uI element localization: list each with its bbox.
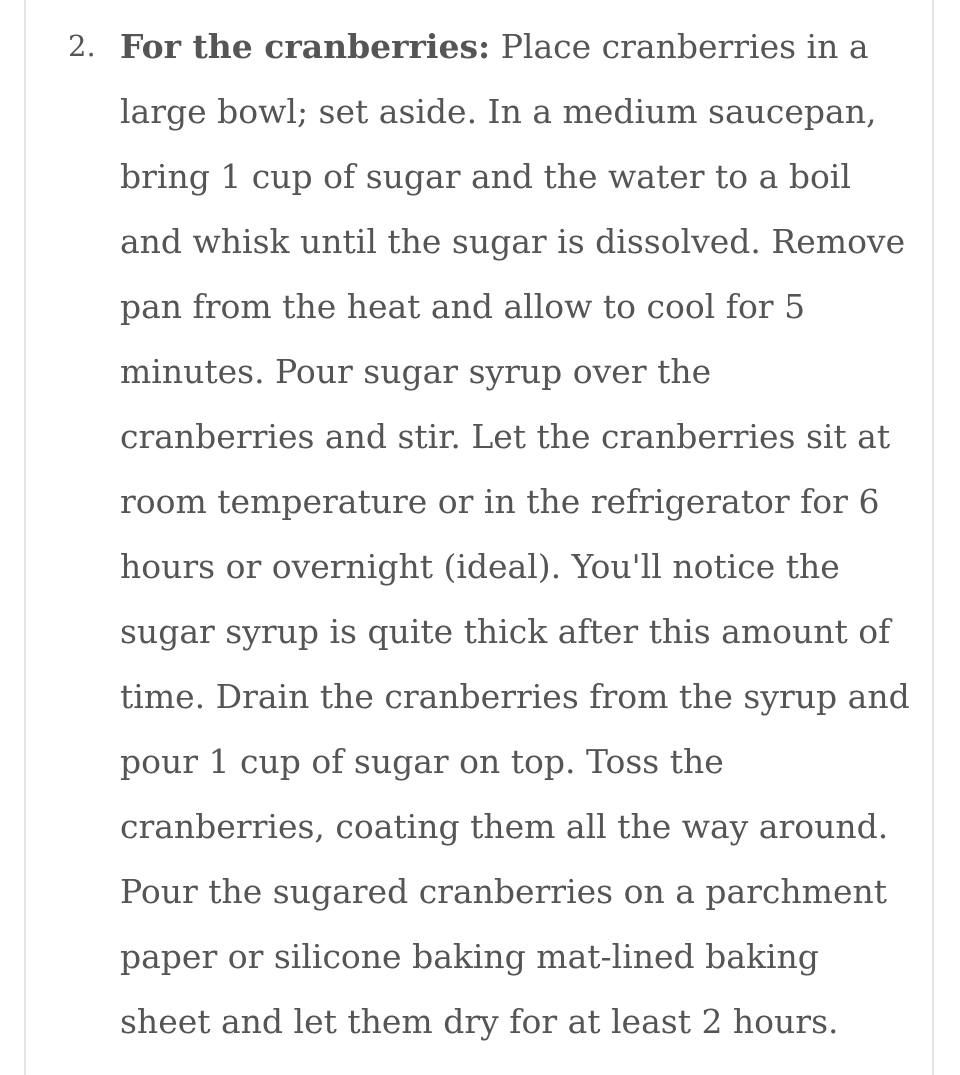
recipe-instructions-card [24, 0, 934, 1075]
step-text [120, 14, 910, 1054]
step-body: Place cranberries in a large bowl; set aside. In a medium saucepan, bring 1 cup of sugar and the water to a boil and whisk until the sugar is dissolved. Remove pan from the heat and allow to cool for 5 minutes. Pour sugar syrup over the cranberries and stir. Let the cranberries sit at room temperature or in the refrigerator for 6 hours or overnight (ideal). You'll notice the sugar syrup is quite thick after this amount of time. Drain the cranberries from the syrup and pour 1 cup of sugar on top. Toss the cranberries, coating them all the way around. Pour the sugared cranberries on a parchment paper or silicone baking mat-lined baking sheet and let them dry for at least 2 hours. [120, 27, 910, 1041]
step-heading: For the cranberries: [120, 27, 491, 66]
step-number: 2. [68, 29, 96, 63]
